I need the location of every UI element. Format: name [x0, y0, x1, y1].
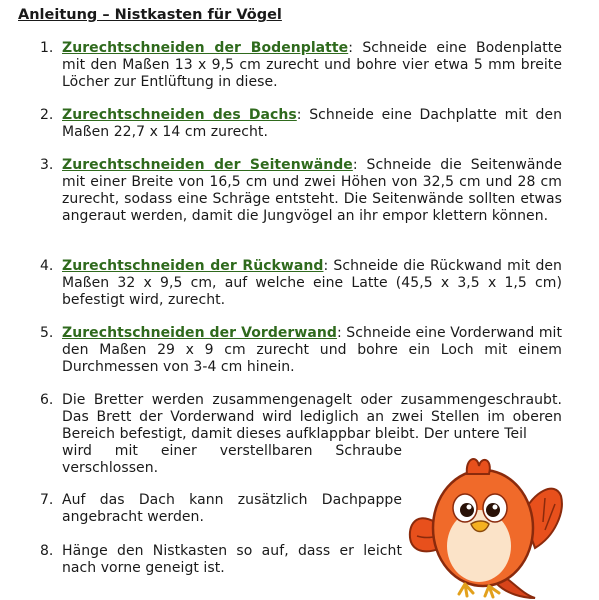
step-number: 8. [40, 543, 54, 559]
step-text [62, 107, 562, 141]
step-text [62, 325, 562, 376]
list-item-2 [40, 107, 562, 141]
step-heading: Zurechtschneiden der Seitenwände [62, 157, 353, 173]
step-body: : Schneide die Seitenwände mit einer Breite von 16,5 cm und zwei Höhen von 32,5 cm und 28 cm zurecht, sodass eine Schräge entsteht. Die Seitenwände sollten etwas angeraut werden, damit die Jungvögel an ihr empor klettern können. [62, 157, 563, 224]
step-text [62, 40, 562, 91]
step-text [62, 157, 562, 225]
list-item-1 [40, 40, 562, 91]
step-number: 2. [40, 107, 54, 123]
list-item-5 [40, 325, 562, 376]
step-body: : Schneide eine Dachplatte mit den Maßen 22,7 x 14 cm zurecht. [62, 107, 562, 140]
step-body: : Schneide eine Bodenplatte mit den Maßen 13 x 9,5 cm zurecht und bohre vier etwa 5 mm breite Löcher zur Entlüftung in diese. [62, 40, 562, 90]
step-number: 5. [40, 325, 54, 341]
step-body: : Schneide die Rückwand mit den Maßen 32 x 9,5 cm, auf welche eine Latte (45,5 x 3,5 x 1,5 cm) befestigt wird, zurecht. [62, 258, 562, 308]
bird-illustration [405, 452, 565, 600]
step-number: 4. [40, 258, 54, 274]
page-title: Anleitung – Nistkasten für Vögel [18, 7, 282, 23]
step-text-continued: wird mit einer verstellbaren Schraube verschlossen. [62, 443, 402, 476]
step-text: Auf das Dach kann zusätzlich Dachpappe angebracht werden. [62, 492, 402, 525]
step-number: 3. [40, 157, 54, 173]
list-item-3 [40, 157, 562, 225]
list-item-4 [40, 258, 562, 309]
step-heading: Zurechtschneiden der Bodenplatte [62, 40, 349, 56]
step-text: Die Bretter werden zusammengenagelt oder zusammengeschraubt. Das Brett der Vorderwand wird lediglich an zwei Stellen im oberen Bereich befestigt, damit dieses aufklappbar bleibt. Der untere Teil [62, 392, 562, 442]
step-heading: Zurechtschneiden des Dachs [62, 107, 297, 123]
step-text: Hänge den Nistkasten so auf, dass er leicht nach vorne geneigt ist. [62, 543, 402, 576]
step-number: 7. [40, 492, 54, 508]
step-heading: Zurechtschneiden der Rückwand [62, 258, 324, 274]
step-body: : Schneide eine Vorderwand mit den Maßen 29 x 9 cm zurecht und bohre ein Loch mit einem Durchmessen von 3-4 cm hinein. [62, 325, 563, 375]
step-number: 1. [40, 40, 54, 56]
step-text [62, 258, 562, 309]
step-heading: Zurechtschneiden der Vorderwand [62, 325, 337, 341]
step-number: 6. [40, 392, 54, 408]
